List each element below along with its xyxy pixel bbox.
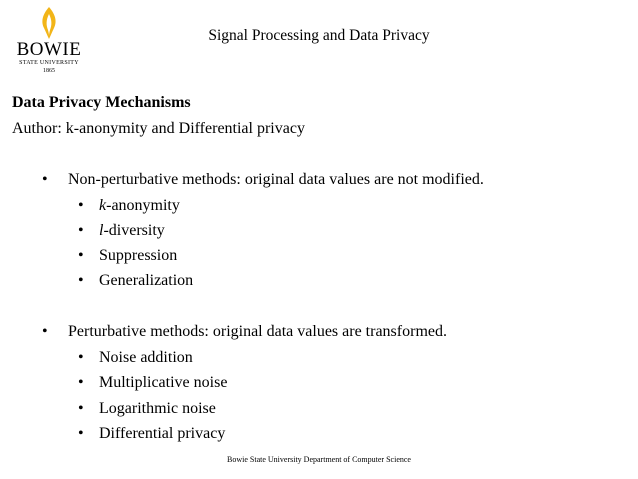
list-item-k-anonymity: k-anonymity [99,197,180,214]
list-item-noise-addition: Noise addition [99,349,193,366]
logo-wordmark: BOWIE [16,39,82,60]
slide-title: Data Privacy Mechanisms [12,94,191,111]
bullet-icon: • [42,323,48,340]
bullet-icon: • [78,425,84,442]
bullet-icon: • [78,349,84,366]
bullet-icon: • [78,272,84,289]
logo-year: 1865 [43,68,55,74]
list-item-suppression: Suppression [99,247,178,264]
bullet-icon: • [78,374,84,391]
slide-header-title: Signal Processing and Data Privacy [208,27,430,44]
logo-subtitle: STATE UNIVERSITY [19,60,79,66]
list-item-logarithmic-noise: Logarithmic noise [99,400,216,417]
bullet-icon: • [78,222,84,239]
bullet-icon: • [78,400,84,417]
slide-footer: Bowie State University Department of Computer Science [227,455,411,464]
bullet-icon: • [78,197,84,214]
section-heading-non-perturbative: Non-perturbative methods: original data values are not modified. [68,171,484,188]
list-item-generalization: Generalization [99,272,194,289]
slide-subtitle: Author: k-anonymity and Differential privacy [12,120,305,137]
bullet-icon: • [78,247,84,264]
list-item-multiplicative-noise: Multiplicative noise [99,374,228,391]
section-heading-perturbative: Perturbative methods: original data values are transformed. [68,323,447,340]
list-item-differential-privacy: Differential privacy [99,425,226,442]
bullet-icon: • [42,171,48,188]
list-item-l-diversity: l-diversity [99,222,165,239]
